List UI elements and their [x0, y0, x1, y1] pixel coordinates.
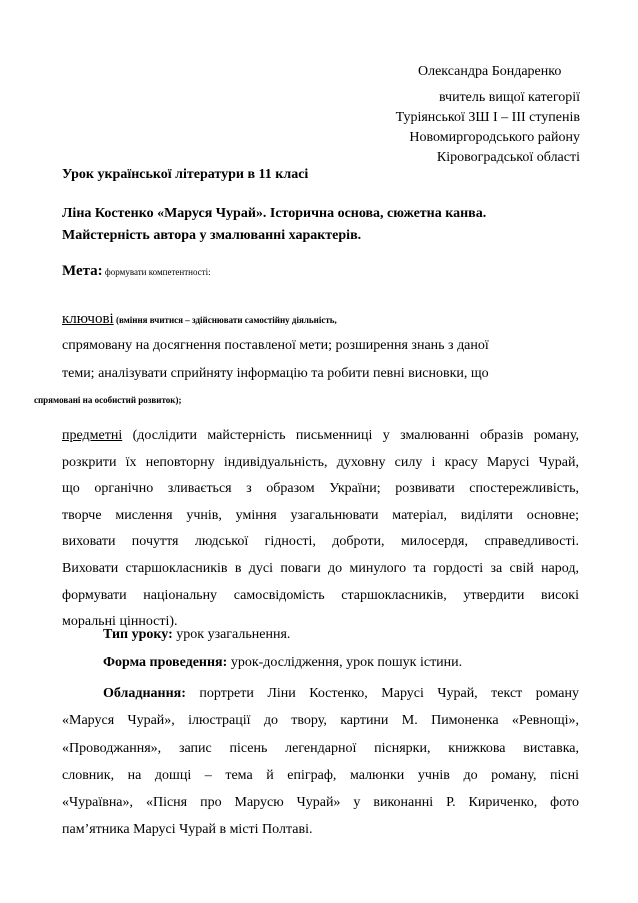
author-district: Новомиргородського району	[409, 130, 580, 145]
equipment-line-5: «Чураївна», «Пісня про Марусю Чурай» у виконанні Р. Кириченко, фото	[62, 795, 579, 811]
author-name: Олександра Бондаренко	[418, 64, 562, 79]
lesson-form-label: Форма проведення:	[103, 655, 228, 670]
subject-line-7: формувати національну самосвідомість старшокласників, утвердити високі	[62, 587, 579, 603]
subject-paragraph	[62, 423, 579, 636]
author-info	[396, 88, 580, 168]
equipment-paragraph	[62, 680, 579, 844]
key-text-small: (вміння вчитися – здійснювати самостійну діяльність,	[113, 315, 337, 325]
subject-line-1-text: (дослідити майстерність письменниці у змалюванні образів роману,	[122, 428, 579, 443]
subject-line-1	[62, 423, 579, 450]
goal-text: формувати компетентності:	[102, 267, 211, 277]
equipment-line-2: «Маруся Чурай», ілюстрації до твору, картини М. Пимоненка «Ревнощі»,	[62, 713, 579, 729]
key-line-2: спрямовану на досягнення поставленої мети; розширення знань з даної	[62, 338, 489, 353]
key-line-4: спрямовані на особистий розвиток);	[34, 395, 182, 405]
subject-line-2: розкрити їх неповторну індивідуальність, духовну силу і красу Марусі Чурай,	[62, 454, 579, 470]
subject-word: предметні	[62, 428, 123, 443]
goal-line	[62, 262, 211, 280]
equipment-line-3: «Проводжання», запис пісень легендарної піснярки, книжкова виставка,	[62, 740, 579, 756]
equipment-line-6: пам’ятника Марусі Чурай в місті Полтаві.	[62, 822, 313, 838]
subject-line-6: Виховати старшокласників в дусі поваги до минулого та гордості за свій народ,	[62, 560, 579, 576]
lesson-type-label: Тип уроку:	[103, 627, 173, 642]
equipment-line-1-text: портрети Ліни Костенко, Марусі Чурай, текст роману	[185, 686, 579, 701]
subject-line-8: моральні цінності).	[62, 614, 178, 630]
equipment-line-4: словник, на дошці – тема й епіграф, малюнки учнів до роману, пісні	[62, 767, 579, 783]
subject-line-5: виховати почуття людської гідності, доброти, милосердя, справедливості.	[62, 534, 579, 550]
lesson-type-value: урок узагальнення.	[172, 627, 291, 642]
subject-line-3: що органічно зливається з образом України; розвивати спостережливість,	[62, 481, 579, 497]
key-line-3: теми; аналізувати сприйняту інформацію та робити певні висновки, що	[62, 366, 489, 381]
lesson-type	[103, 627, 290, 643]
author-region: Кіровоградської області	[436, 150, 580, 165]
equipment-label: Обладнання:	[103, 686, 186, 701]
topic-line-2: Майстерність автора у змалюванні характерів.	[62, 228, 362, 243]
equipment-line-1	[62, 680, 579, 707]
author-school: Туріянської ЗШ І – ІІІ ступенів	[395, 110, 580, 125]
lesson-title: Урок української літератури в 11 класі	[62, 167, 309, 182]
key-word: ключові	[62, 311, 114, 327]
author-position: вчитель вищої категорії	[438, 90, 580, 105]
subject-line-4: творче мислення учнів, уміння узагальнювати матеріал, виділяти основне;	[62, 507, 579, 523]
lesson-form	[103, 655, 462, 671]
topic-line-1: Ліна Костенко «Маруся Чурай». Історична основа, сюжетна канва.	[62, 206, 487, 221]
goal-label: Мета:	[62, 263, 103, 279]
key-line-1	[62, 310, 337, 328]
lesson-form-value: урок-дослідження, урок пошук істини.	[227, 655, 463, 670]
